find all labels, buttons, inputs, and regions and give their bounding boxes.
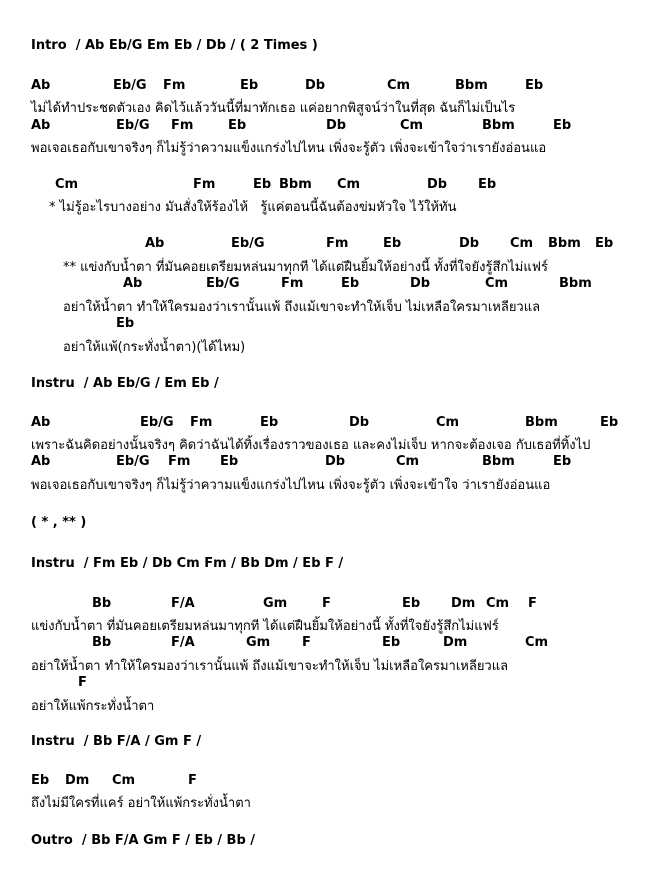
- chord: Bbm: [559, 276, 592, 291]
- chord: Eb/G: [206, 276, 240, 291]
- chord: Db: [459, 236, 480, 251]
- lyric-line: พอเจอเธอกับเขาจริงๆ ก็ไม่รู้ว่าความแข็งแกร่งไปไหน เพิ่งจะรู้ตัว เพิ่งจะเข้าใจ ว่าเรายังอ่อนแอ: [31, 478, 551, 493]
- chord: Db: [325, 454, 346, 469]
- chord: Bbm: [455, 78, 488, 93]
- chord: Db: [410, 276, 431, 291]
- chord: Bbm: [525, 415, 558, 430]
- chord: Cm: [387, 78, 411, 93]
- chord: Ab: [31, 118, 51, 133]
- chord: Eb/G: [113, 78, 147, 93]
- chord: Cm: [55, 177, 79, 192]
- lyric-line: อย่าให้แพ้(กระทั่งน้ำตา)(ได้ไหม): [63, 340, 246, 355]
- chord: F/A: [171, 596, 195, 611]
- chord: Fm: [171, 118, 194, 133]
- chord: Fm: [163, 78, 186, 93]
- chord: Ab: [31, 78, 51, 93]
- lyric-line: อย่าให้น้ำตา ทำให้ใครมองว่าเรานั้นแพ้ ถึงแม้เขาจะทำให้เจ็บ ไม่เหลือใครมาเหลียวแล: [63, 300, 541, 315]
- chord: Db: [349, 415, 370, 430]
- chord: Ab: [145, 236, 165, 251]
- chord: Fm: [281, 276, 304, 291]
- chord: Eb/G: [231, 236, 265, 251]
- chord: Eb/G: [140, 415, 174, 430]
- chord: Eb: [228, 118, 247, 133]
- lyric-line: เพราะฉันคิดอย่างนั้นจริงๆ คิดว่าฉันได้ทิ้งเรื่องราวของเธอ และคงไม่เจ็บ หากจะต้องเจอ กับเธอที่ทิ้งไป: [31, 438, 591, 453]
- chord: Ab: [31, 415, 51, 430]
- chord: Cm: [485, 276, 509, 291]
- chord: Db: [326, 118, 347, 133]
- lyric-line: ** แข่งกับน้ำตา ที่มันคอยเตรียมหล่นมาทุกที ได้แต่ฝืนยิ้มให้อย่างนี้ ทั้งที่ใจยังรู้สึกไม่แฟร์: [63, 260, 548, 275]
- chord: Eb/G: [116, 118, 150, 133]
- lyric-line: อย่าให้แพ้กระทั่งน้ำตา: [31, 699, 155, 714]
- chord: Cm: [436, 415, 460, 430]
- chord: F: [322, 596, 331, 611]
- chord: Cm: [337, 177, 361, 192]
- chord: Fm: [326, 236, 349, 251]
- lyric-line: ถึงไม่มีใครที่แคร์ อย่าให้แพ้กระทั่งน้ำตา: [31, 796, 251, 811]
- chord: Ab: [123, 276, 143, 291]
- chord: Gm: [246, 635, 271, 650]
- chord: Db: [305, 78, 326, 93]
- chord: Eb: [553, 454, 572, 469]
- chord: Eb: [220, 454, 239, 469]
- chord: Eb: [382, 635, 401, 650]
- chord: Eb/G: [116, 454, 150, 469]
- chord: Bbm: [482, 454, 515, 469]
- chord: Bbm: [279, 177, 312, 192]
- chord: Eb: [595, 236, 614, 251]
- chord: Fm: [168, 454, 191, 469]
- chord: Eb: [253, 177, 272, 192]
- chord: Cm: [400, 118, 424, 133]
- chord: Eb: [383, 236, 402, 251]
- chord: Cm: [510, 236, 534, 251]
- chord: Cm: [525, 635, 549, 650]
- chord-line: [0, 316, 135, 361]
- chord: Gm: [263, 596, 288, 611]
- chord: Eb: [31, 773, 50, 788]
- chord: Eb: [478, 177, 497, 192]
- outro-line: Outro / Bb F/A Gm F / Eb / Bb /: [31, 833, 256, 848]
- chord: Dm: [65, 773, 90, 788]
- instrumental-line: Instru / Fm Eb / Db Cm Fm / Bb Dm / Eb F /: [31, 556, 344, 571]
- chord: Eb: [402, 596, 421, 611]
- lyric-line: * ไม่รู้อะไรบางอย่าง มันสั่งให้ร้องไห้ รู้แค่ตอนนี้ฉันต้องข่มหัวใจ ไว้ให้ทัน: [49, 200, 457, 215]
- chord: F: [188, 773, 197, 788]
- lyric-line: แข่งกับน้ำตา ที่มันคอยเตรียมหล่นมาทุกที ได้แต่ฝืนยิ้มให้อย่างนี้ ทั้งที่ใจยังรู้สึกไม่แฟร์: [31, 619, 499, 634]
- chord: Bb: [92, 635, 112, 650]
- chord: Eb: [240, 78, 259, 93]
- lyric-line: พอเจอเธอกับเขาจริงๆ ก็ไม่รู้ว่าความแข็งแกร่งไปไหน เพิ่งจะรู้ตัว เพิ่งจะเข้าใจว่าเรายังอ่อนแอ: [31, 141, 547, 156]
- chord: Eb: [600, 415, 619, 430]
- chord: Fm: [193, 177, 216, 192]
- chord: Cm: [486, 596, 510, 611]
- chord: F: [528, 596, 537, 611]
- chord: Ab: [31, 454, 51, 469]
- instrumental-line: Instru / Bb F/A / Gm F /: [31, 734, 202, 749]
- repeat-line: ( * , ** ): [31, 515, 87, 530]
- chord: Cm: [112, 773, 136, 788]
- chord: Fm: [190, 415, 213, 430]
- chord: Db: [427, 177, 448, 192]
- lyric-line: อย่าให้น้ำตา ทำให้ใครมองว่าเรานั้นแพ้ ถึงแม้เขาจะทำให้เจ็บ ไม่เหลือใครมาเหลียวแล: [31, 659, 509, 674]
- chord: F: [78, 675, 87, 690]
- chord: F: [302, 635, 311, 650]
- chord: Bbm: [548, 236, 581, 251]
- chord: Bbm: [482, 118, 515, 133]
- chord: Eb: [116, 316, 135, 331]
- chord: Eb: [525, 78, 544, 93]
- chord-line: [0, 675, 87, 720]
- chord: Eb: [260, 415, 279, 430]
- chord: Dm: [443, 635, 468, 650]
- chord: Eb: [553, 118, 572, 133]
- chord: Bb: [92, 596, 112, 611]
- chord: Cm: [396, 454, 420, 469]
- chord: Dm: [451, 596, 476, 611]
- intro-line: Intro / Ab Eb/G Em Eb / Db / ( 2 Times ): [31, 38, 318, 53]
- chord: Eb: [341, 276, 360, 291]
- chord: F/A: [171, 635, 195, 650]
- lyric-line: ไม่ได้ทำประชดตัวเอง คิดไว้แล้ววันนี้ที่มาทักเธอ แค่อยากพิสูจน์ว่าในที่สุด ฉันก็ไม่เป็นไร: [31, 101, 516, 116]
- instrumental-line: Instru / Ab Eb/G / Em Eb /: [31, 376, 219, 391]
